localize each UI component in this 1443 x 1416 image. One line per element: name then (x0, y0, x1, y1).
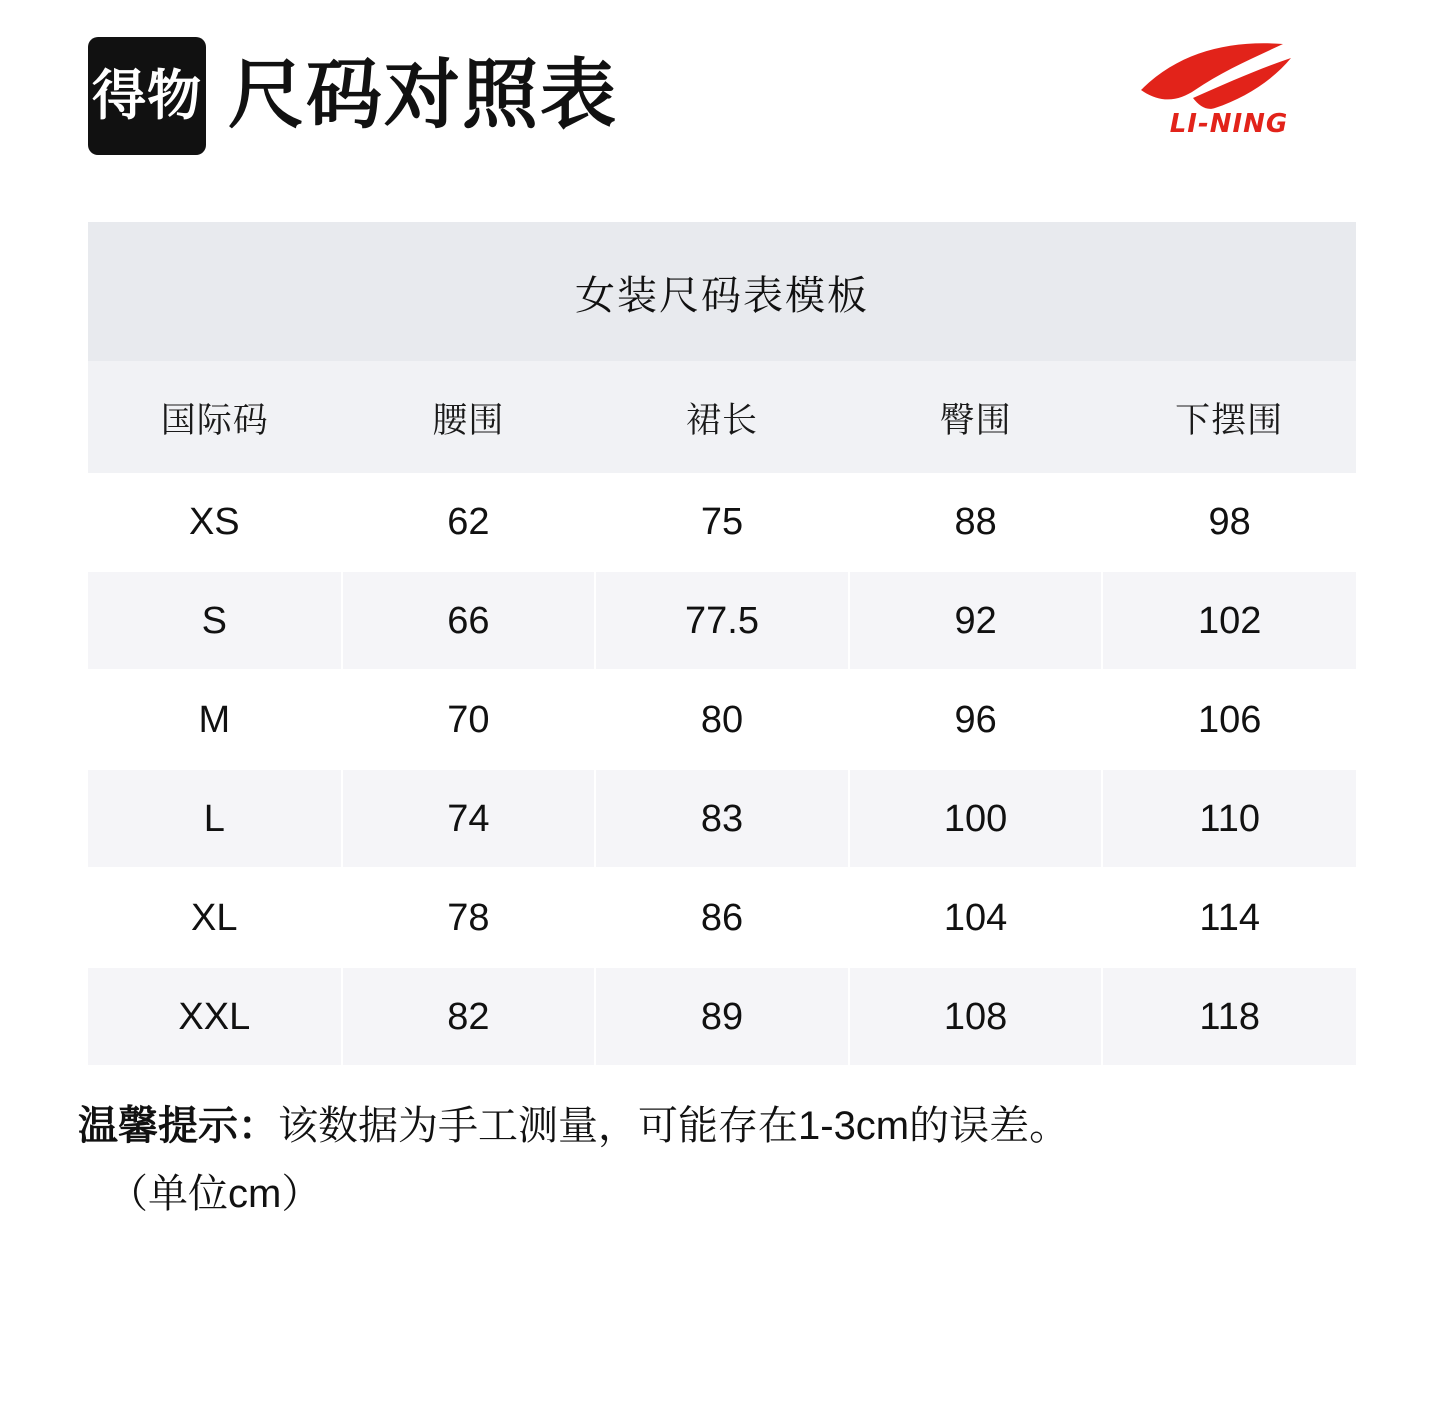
cell-size: XS (88, 473, 342, 571)
cell-hem: 114 (1102, 868, 1356, 967)
note-text: 该数据为手工测量，可能存在1-3cm的误差。 (278, 1104, 1070, 1148)
cell-hip: 108 (849, 967, 1103, 1065)
cell-skirt-length: 86 (595, 868, 849, 967)
cell-size: XL (88, 868, 342, 967)
cell-hem: 98 (1102, 473, 1356, 571)
cell-hem: 102 (1102, 571, 1356, 670)
cell-size: XXL (88, 967, 342, 1065)
size-chart-table (88, 361, 1356, 1065)
dewu-badge (88, 37, 206, 155)
svg-text:LI-NING: LI-NING (1169, 109, 1289, 139)
cell-waist: 66 (342, 571, 596, 670)
cell-hem: 110 (1102, 769, 1356, 868)
cell-size: M (88, 670, 342, 769)
table-row (88, 473, 1356, 571)
table-row (88, 670, 1356, 769)
cell-hip: 100 (849, 769, 1103, 868)
cell-waist: 82 (342, 967, 596, 1065)
table-header-row (88, 361, 1356, 473)
cell-hem: 106 (1102, 670, 1356, 769)
size-chart-block (88, 222, 1356, 1065)
cell-skirt-length: 89 (595, 967, 849, 1065)
cell-hip: 96 (849, 670, 1103, 769)
cell-hip: 104 (849, 868, 1103, 967)
column-header-skirt-length: 裙长 (595, 361, 849, 473)
cell-waist: 74 (342, 769, 596, 868)
cell-hip: 88 (849, 473, 1103, 571)
column-header-intl-size: 国际码 (88, 361, 342, 473)
cell-skirt-length: 83 (595, 769, 849, 868)
table-row (88, 769, 1356, 868)
dewu-badge-label: 得物 (92, 64, 202, 127)
cell-skirt-length: 75 (595, 473, 849, 571)
table-row (88, 868, 1356, 967)
column-header-waist: 腰围 (342, 361, 596, 473)
measurement-note (78, 1095, 1363, 1225)
cell-waist: 78 (342, 868, 596, 967)
cell-skirt-length: 77.5 (595, 571, 849, 670)
note-unit: （单位cm） (108, 1172, 322, 1216)
li-ning-logo-icon (1133, 32, 1323, 142)
cell-size: L (88, 769, 342, 868)
table-row (88, 571, 1356, 670)
cell-hem: 118 (1102, 967, 1356, 1065)
size-chart-caption: 女装尺码表模板 (88, 222, 1356, 361)
cell-size: S (88, 571, 342, 670)
cell-waist: 70 (342, 670, 596, 769)
cell-hip: 92 (849, 571, 1103, 670)
column-header-hip: 臀围 (849, 361, 1103, 473)
cell-skirt-length: 80 (595, 670, 849, 769)
cell-waist: 62 (342, 473, 596, 571)
page-title: 尺码对照表 (228, 53, 618, 138)
page-header (0, 0, 1443, 170)
note-label: 温馨提示： (78, 1104, 278, 1148)
column-header-hem: 下摆围 (1102, 361, 1356, 473)
table-row (88, 967, 1356, 1065)
